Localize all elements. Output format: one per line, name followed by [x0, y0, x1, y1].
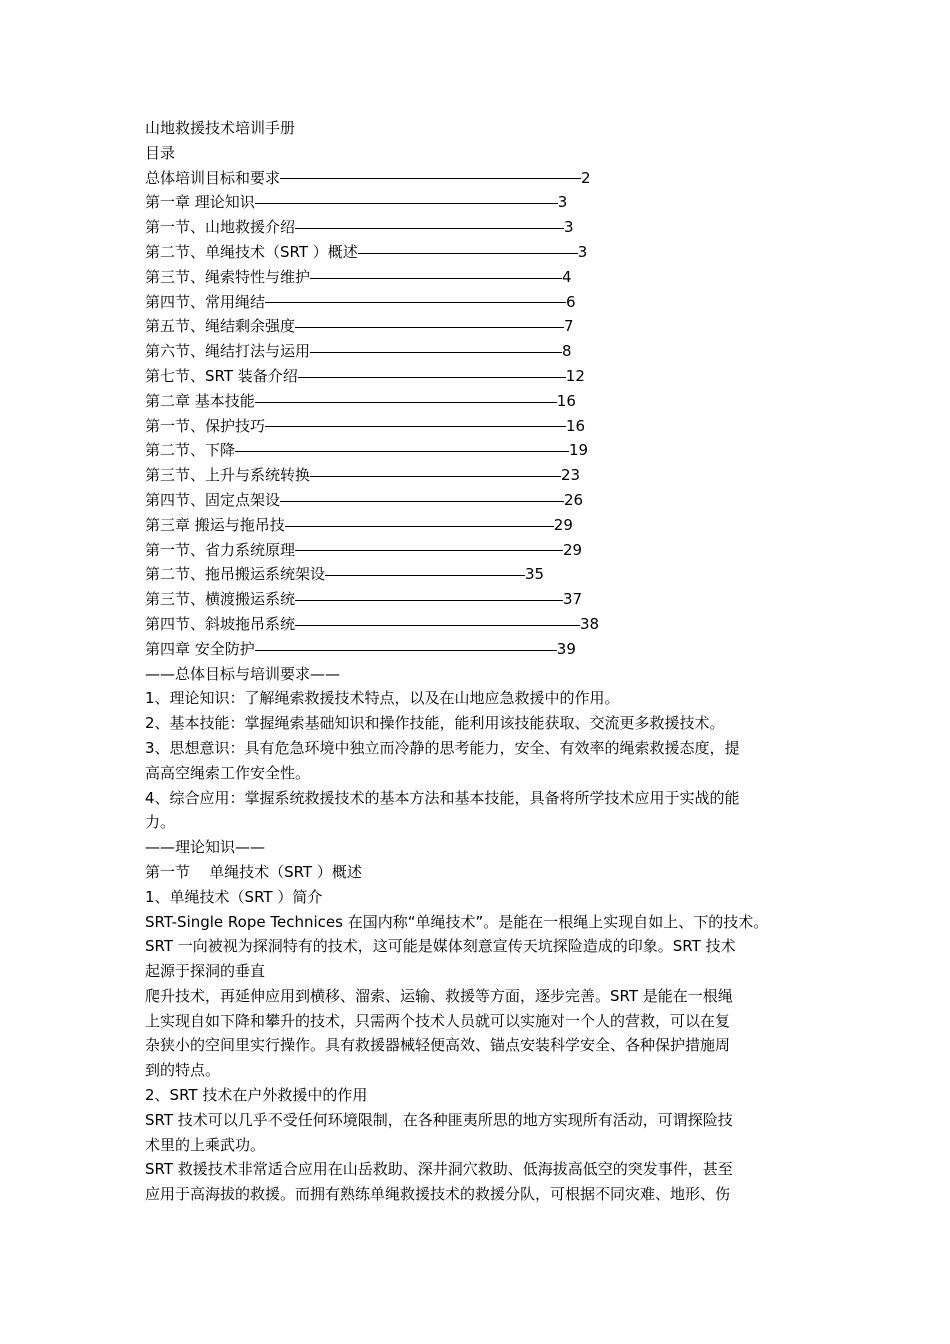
- toc-leader-line: [255, 203, 558, 204]
- toc-entry-label: 第三章 搬运与拖吊技: [145, 515, 285, 534]
- toc-leader-line: [295, 327, 564, 328]
- toc-entry-page: 16: [556, 391, 576, 410]
- toc-entry-page: 3: [577, 242, 588, 261]
- toc-leader-line: [235, 451, 569, 452]
- toc-entry-label: 第四节、斜坡拖吊系统: [145, 614, 296, 633]
- toc-entry-page: 4: [562, 267, 572, 286]
- toc-entry-label: 第一节、保护技巧: [145, 416, 266, 435]
- toc-entry[interactable]: [145, 215, 810, 240]
- toc-entry-page: 7: [564, 317, 574, 336]
- toc-entry-label: 第二节、下降: [145, 441, 236, 460]
- toc-heading: 目录: [145, 143, 176, 162]
- toc-entry[interactable]: [145, 290, 810, 315]
- toc-entry-page: 8: [562, 342, 572, 361]
- paragraph-line: SRT 一向被视为探洞特有的技术，这可能是媒体刻意宣传天坑探险造成的印象。SRT 技术: [145, 937, 736, 956]
- toc-entry-label: 第一节、山地救援介绍: [145, 218, 296, 237]
- toc-leader-line: [255, 650, 557, 651]
- paragraph-line: 起源于探洞的垂直: [145, 962, 266, 981]
- toc-entry-page: 12: [565, 366, 585, 385]
- goal-item-continued: 力。: [145, 813, 176, 832]
- toc-leader-line: [280, 501, 564, 502]
- paragraph-line: SRT 救援技术非常适合应用在山岳救助、深井洞穴救助、低海拔高低空的突发事件，甚至: [145, 1160, 733, 1179]
- paragraph-line: SRT 技术可以几乎不受任何环境限制，在各种匪夷所思的地方实现所有活动，可谓探险技: [145, 1110, 733, 1129]
- paragraph-line: 应用于高海拔的救援。而拥有熟练单绳救援技术的救援分队，可根据不同灾难、地形、伤: [145, 1185, 731, 1204]
- subsection-heading: 2、SRT 技术在户外救援中的作用: [145, 1086, 368, 1105]
- toc-leader-line: [310, 278, 562, 279]
- toc-entry[interactable]: [145, 513, 810, 538]
- goal-item: 4、综合应用：掌握系统救援技术的基本方法和基本技能，具备将所学技术应用于实战的能: [145, 788, 740, 807]
- toc-entry-label: 第一章 理论知识: [145, 193, 255, 212]
- theory-heading: ——理论知识——: [145, 838, 266, 857]
- toc-entry-page: 29: [553, 515, 573, 534]
- toc-entry[interactable]: [145, 463, 810, 488]
- goal-item: 2、基本技能：掌握绳索基础知识和操作技能，能利用该技能获取、交流更多救援技术。: [145, 714, 725, 733]
- table-of-contents: [145, 166, 810, 662]
- document-page: [145, 116, 810, 1207]
- subsection-heading: 1、单绳技术（SRT ）简介: [145, 887, 323, 906]
- toc-entry-label: 第三节、横渡搬运系统: [145, 590, 296, 609]
- toc-entry[interactable]: [145, 414, 810, 439]
- toc-leader-line: [295, 228, 564, 229]
- toc-leader-line: [280, 178, 581, 179]
- toc-leader-line: [255, 402, 557, 403]
- toc-entry-page: 38: [580, 614, 600, 633]
- paragraph-line: 到的特点。: [145, 1061, 221, 1080]
- toc-entry-page: 2: [581, 168, 591, 187]
- paragraph-line: 上实现自如下降和攀升的技术，只需两个技术人员就可以实施对一个人的营救，可以在复: [145, 1011, 731, 1030]
- toc-entry-label: 第二章 基本技能: [145, 391, 255, 410]
- toc-entry-label: 第四章 安全防护: [145, 639, 255, 658]
- toc-leader-line: [325, 575, 525, 576]
- goal-item: 3、思想意识：具有危急环境中独立而冷静的思考能力，安全、有效率的绳索救援态度，提: [145, 738, 740, 757]
- toc-entry-label: 第二节、单绳技术（SRT ）概述: [145, 242, 358, 261]
- toc-entry-page: 3: [564, 218, 574, 237]
- toc-entry-page: 39: [556, 639, 576, 658]
- toc-entry-page: 37: [563, 590, 583, 609]
- toc-entry-page: 6: [566, 292, 576, 311]
- toc-leader-line: [310, 476, 561, 477]
- toc-entry-label: 第六节、绳结打法与运用: [145, 342, 311, 361]
- toc-entry[interactable]: [145, 562, 810, 587]
- toc-entry[interactable]: [145, 587, 810, 612]
- toc-entry[interactable]: [145, 339, 810, 364]
- toc-leader-line: [310, 352, 562, 353]
- toc-entry-page: 19: [569, 441, 589, 460]
- toc-entry[interactable]: [145, 364, 810, 389]
- toc-entry-label: 第三节、绳索特性与维护: [145, 267, 311, 286]
- toc-entry-label: 第三节、上升与系统转换: [145, 466, 311, 485]
- toc-leader-line: [295, 625, 580, 626]
- toc-entry[interactable]: [145, 637, 810, 662]
- goal-item: 1、理论知识：了解绳索救援技术特点，以及在山地应急救援中的作用。: [145, 689, 620, 708]
- toc-entry[interactable]: [145, 265, 810, 290]
- toc-entry[interactable]: [145, 240, 810, 265]
- goals-heading: ——总体目标与培训要求——: [145, 664, 341, 683]
- toc-leader-line: [298, 377, 566, 378]
- toc-entry-label: 第四节、固定点架设: [145, 490, 281, 509]
- toc-entry[interactable]: [145, 538, 810, 563]
- toc-entry-label: 总体培训目标和要求: [145, 168, 281, 187]
- toc-entry[interactable]: [145, 190, 810, 215]
- toc-entry-label: 第五节、绳结剩余强度: [145, 317, 296, 336]
- toc-leader-line: [265, 302, 566, 303]
- toc-leader-line: [295, 550, 563, 551]
- paragraph-line: 杂狭小的空间里实行操作。具有救援器械轻便高效、锚点安装科学安全、各种保护措施周: [145, 1036, 731, 1055]
- goal-item-continued: 高高空绳索工作安全性。: [145, 763, 311, 782]
- toc-entry[interactable]: [145, 438, 810, 463]
- toc-entry-label: 第四节、常用绳结: [145, 292, 266, 311]
- toc-leader-line: [295, 600, 563, 601]
- toc-entry[interactable]: [145, 488, 810, 513]
- toc-entry-page: 35: [525, 565, 545, 584]
- paragraph-line: 术里的上乘武功。: [145, 1135, 266, 1154]
- paragraph-line: SRT-Single Rope Technices 在国内称“单绳技术”。是能在一根绳上实现自如上、下的技术。: [145, 912, 769, 931]
- toc-leader-line: [358, 253, 578, 254]
- toc-entry-page: 23: [561, 466, 581, 485]
- toc-entry-label: 第二节、拖吊搬运系统架设: [145, 565, 326, 584]
- toc-entry[interactable]: [145, 389, 810, 414]
- document-title: 山地救援技术培训手册: [145, 119, 296, 137]
- toc-entry-label: 第七节、SRT 装备介绍: [145, 366, 298, 385]
- toc-leader-line: [285, 526, 554, 527]
- toc-entry-label: 第一节、省力系统原理: [145, 540, 296, 559]
- section-heading: 第一节 单绳技术（SRT ）概述: [145, 862, 362, 881]
- toc-entry[interactable]: [145, 612, 810, 637]
- toc-entry-page: 29: [563, 540, 583, 559]
- toc-entry-page: 16: [566, 416, 586, 435]
- toc-entry-page: 26: [564, 490, 584, 509]
- toc-entry[interactable]: [145, 314, 810, 339]
- paragraph-line: 爬升技术，再延伸应用到横移、溜索、运输、救援等方面，逐步完善。SRT 是能在一根绳: [145, 986, 733, 1005]
- toc-entry-page: 3: [557, 193, 568, 212]
- toc-leader-line: [265, 426, 566, 427]
- toc-entry[interactable]: [145, 166, 810, 191]
